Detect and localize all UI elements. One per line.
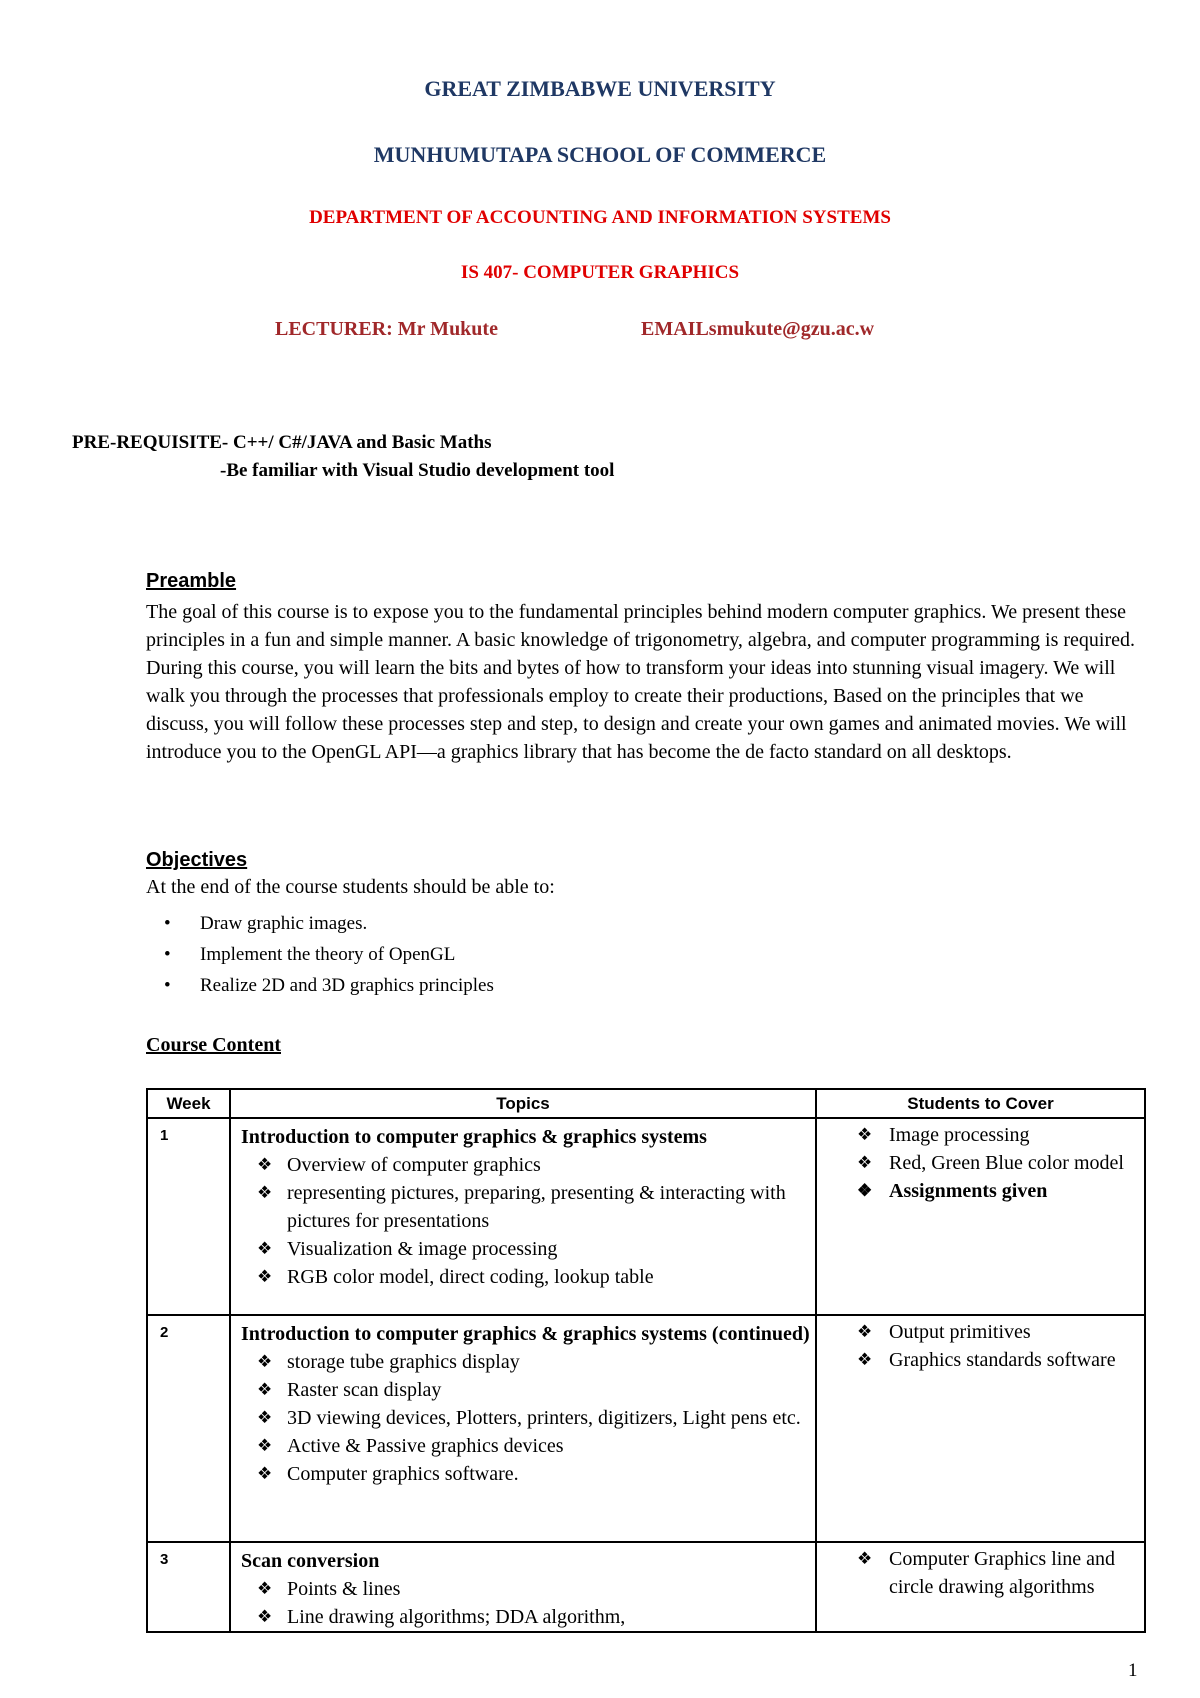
course-content-heading: Course Content [146,1034,281,1056]
preamble-text: The goal of this course is to expose you to the fundamental principles behind modern computer graphics. We present these principles in a fun and simple manner. A basic knowledge of trigonometry, algebra, and computer programming is required. During this course, you will learn the bits and bytes of how to transform your ideas into stunning visual imagery. We will walk you through the processes that professionals employ to create their productions, Based on the principles that we discuss, you will follow these processes step and step, to design and create your own games and animated movies. We will introduce you to the OpenGL API—a graphics library that has become the de facto standard on all desktops. [146,601,1135,763]
students-list [817,1119,1144,1205]
topics-cell [230,1315,816,1542]
list-item: ❖ Computer Graphics line and circle drawing algorithms [889,1545,1138,1601]
week-number: 3 [147,1542,230,1632]
list-item: ❖ Visualization & image processing [287,1235,811,1263]
list-item: ❖ storage tube graphics display [287,1348,811,1376]
diamond-bullet-icon: ❖ [857,1153,873,1172]
lecturer-email: EMAILsmukute@gzu.ac.w [641,318,875,340]
students-cell [816,1542,1145,1632]
diamond-bullet-icon: ❖ [257,1436,273,1455]
list-item: ❖ Red, Green Blue color model [889,1149,1138,1177]
week-number: 2 [147,1315,230,1542]
topic-list [231,1575,815,1631]
topic-list [231,1151,815,1291]
diamond-bullet-icon: ❖ [857,1350,873,1369]
list-item: ❖ Image processing [889,1121,1138,1149]
list-item: • Draw graphic images. [146,908,494,939]
list-item: ❖ 3D viewing devices, Plotters, printers, digitizers, Light pens etc. [287,1404,811,1432]
topics-cell [230,1118,816,1315]
table-row [147,1542,1145,1632]
diamond-bullet-icon: ❖ [257,1408,273,1427]
topics-column-header: Topics [230,1089,816,1118]
diamond-bullet-icon: ❖ [257,1579,273,1598]
prerequisite-line-1: PRE-REQUISITE- C++/ C#/JAVA and Basic Maths [72,432,492,453]
diamond-bullet-icon: ❖ [257,1267,273,1286]
bullet-icon: • [164,944,171,965]
topic-list [231,1348,815,1488]
topic-title: Introduction to computer graphics & graphics systems [241,1126,707,1148]
topic-title: Introduction to computer graphics & graphics systems (continued) [241,1323,810,1345]
students-cell [816,1118,1145,1315]
list-item: • Realize 2D and 3D graphics principles [146,970,494,1001]
list-item: ❖ Graphics standards software [889,1346,1138,1374]
lecturer-name: LECTURER: Mr Mukute [275,318,498,340]
department-name: DEPARTMENT OF ACCOUNTING AND INFORMATION SYSTEMS [309,207,891,228]
objectives-heading: Objectives [146,849,248,871]
diamond-bullet-icon: ❖ [257,1155,273,1174]
list-item: ❖ Overview of computer graphics [287,1151,811,1179]
list-item: ❖ Computer graphics software. [287,1460,811,1488]
table-header-row [147,1089,1145,1118]
students-list [817,1316,1144,1374]
diamond-bullet-icon: ❖ [857,1125,873,1144]
page-number: 1 [1128,1660,1138,1681]
bullet-icon: • [164,975,171,996]
school-name: MUNHUMUTAPA SCHOOL OF COMMERCE [373,142,827,167]
course-code-title: IS 407- COMPUTER GRAPHICS [460,262,740,283]
diamond-bullet-icon: ❖ [257,1239,273,1258]
diamond-bullet-icon: ❖ [857,1322,873,1341]
table-row [147,1118,1145,1315]
bullet-icon: • [164,913,171,934]
list-item: ❖ RGB color model, direct coding, lookup table [287,1263,811,1291]
topics-cell [230,1542,816,1632]
week-column-header: Week [147,1089,230,1118]
objectives-list [146,908,494,1001]
table-row [147,1315,1145,1542]
week-number: 1 [147,1118,230,1315]
objectives-intro: At the end of the course students should be able to: [146,876,555,898]
list-item: ❖ Assignments given [889,1177,1138,1205]
diamond-bullet-icon: ❖ [257,1380,273,1399]
list-item: ❖ Active & Passive graphics devices [287,1432,811,1460]
university-name: GREAT ZIMBABWE UNIVERSITY [424,76,776,101]
students-column-header: Students to Cover [816,1089,1145,1118]
list-item: ❖ Line drawing algorithms; DDA algorithm, [287,1603,811,1631]
list-item: ❖ Output primitives [889,1318,1138,1346]
topic-title: Scan conversion [241,1550,380,1572]
diamond-bullet-icon: ❖ [257,1183,273,1202]
diamond-bullet-icon: ❖ [257,1352,273,1371]
diamond-bullet-icon: ❖ [257,1464,273,1483]
preamble-heading: Preamble [146,570,237,592]
prerequisite-line-2: -Be familiar with Visual Studio development tool [220,460,615,481]
students-list [817,1543,1144,1601]
diamond-bullet-icon: ❖ [857,1181,873,1200]
diamond-bullet-icon: ❖ [257,1607,273,1626]
list-item: ❖ Points & lines [287,1575,811,1603]
list-item: ❖ Raster scan display [287,1376,811,1404]
students-cell [816,1315,1145,1542]
list-item: • Implement the theory of OpenGL [146,939,494,970]
list-item: ❖ representing pictures, preparing, presenting & interacting with pictures for presentations [287,1179,811,1235]
diamond-bullet-icon: ❖ [857,1549,873,1568]
course-content-table [146,1088,1146,1633]
